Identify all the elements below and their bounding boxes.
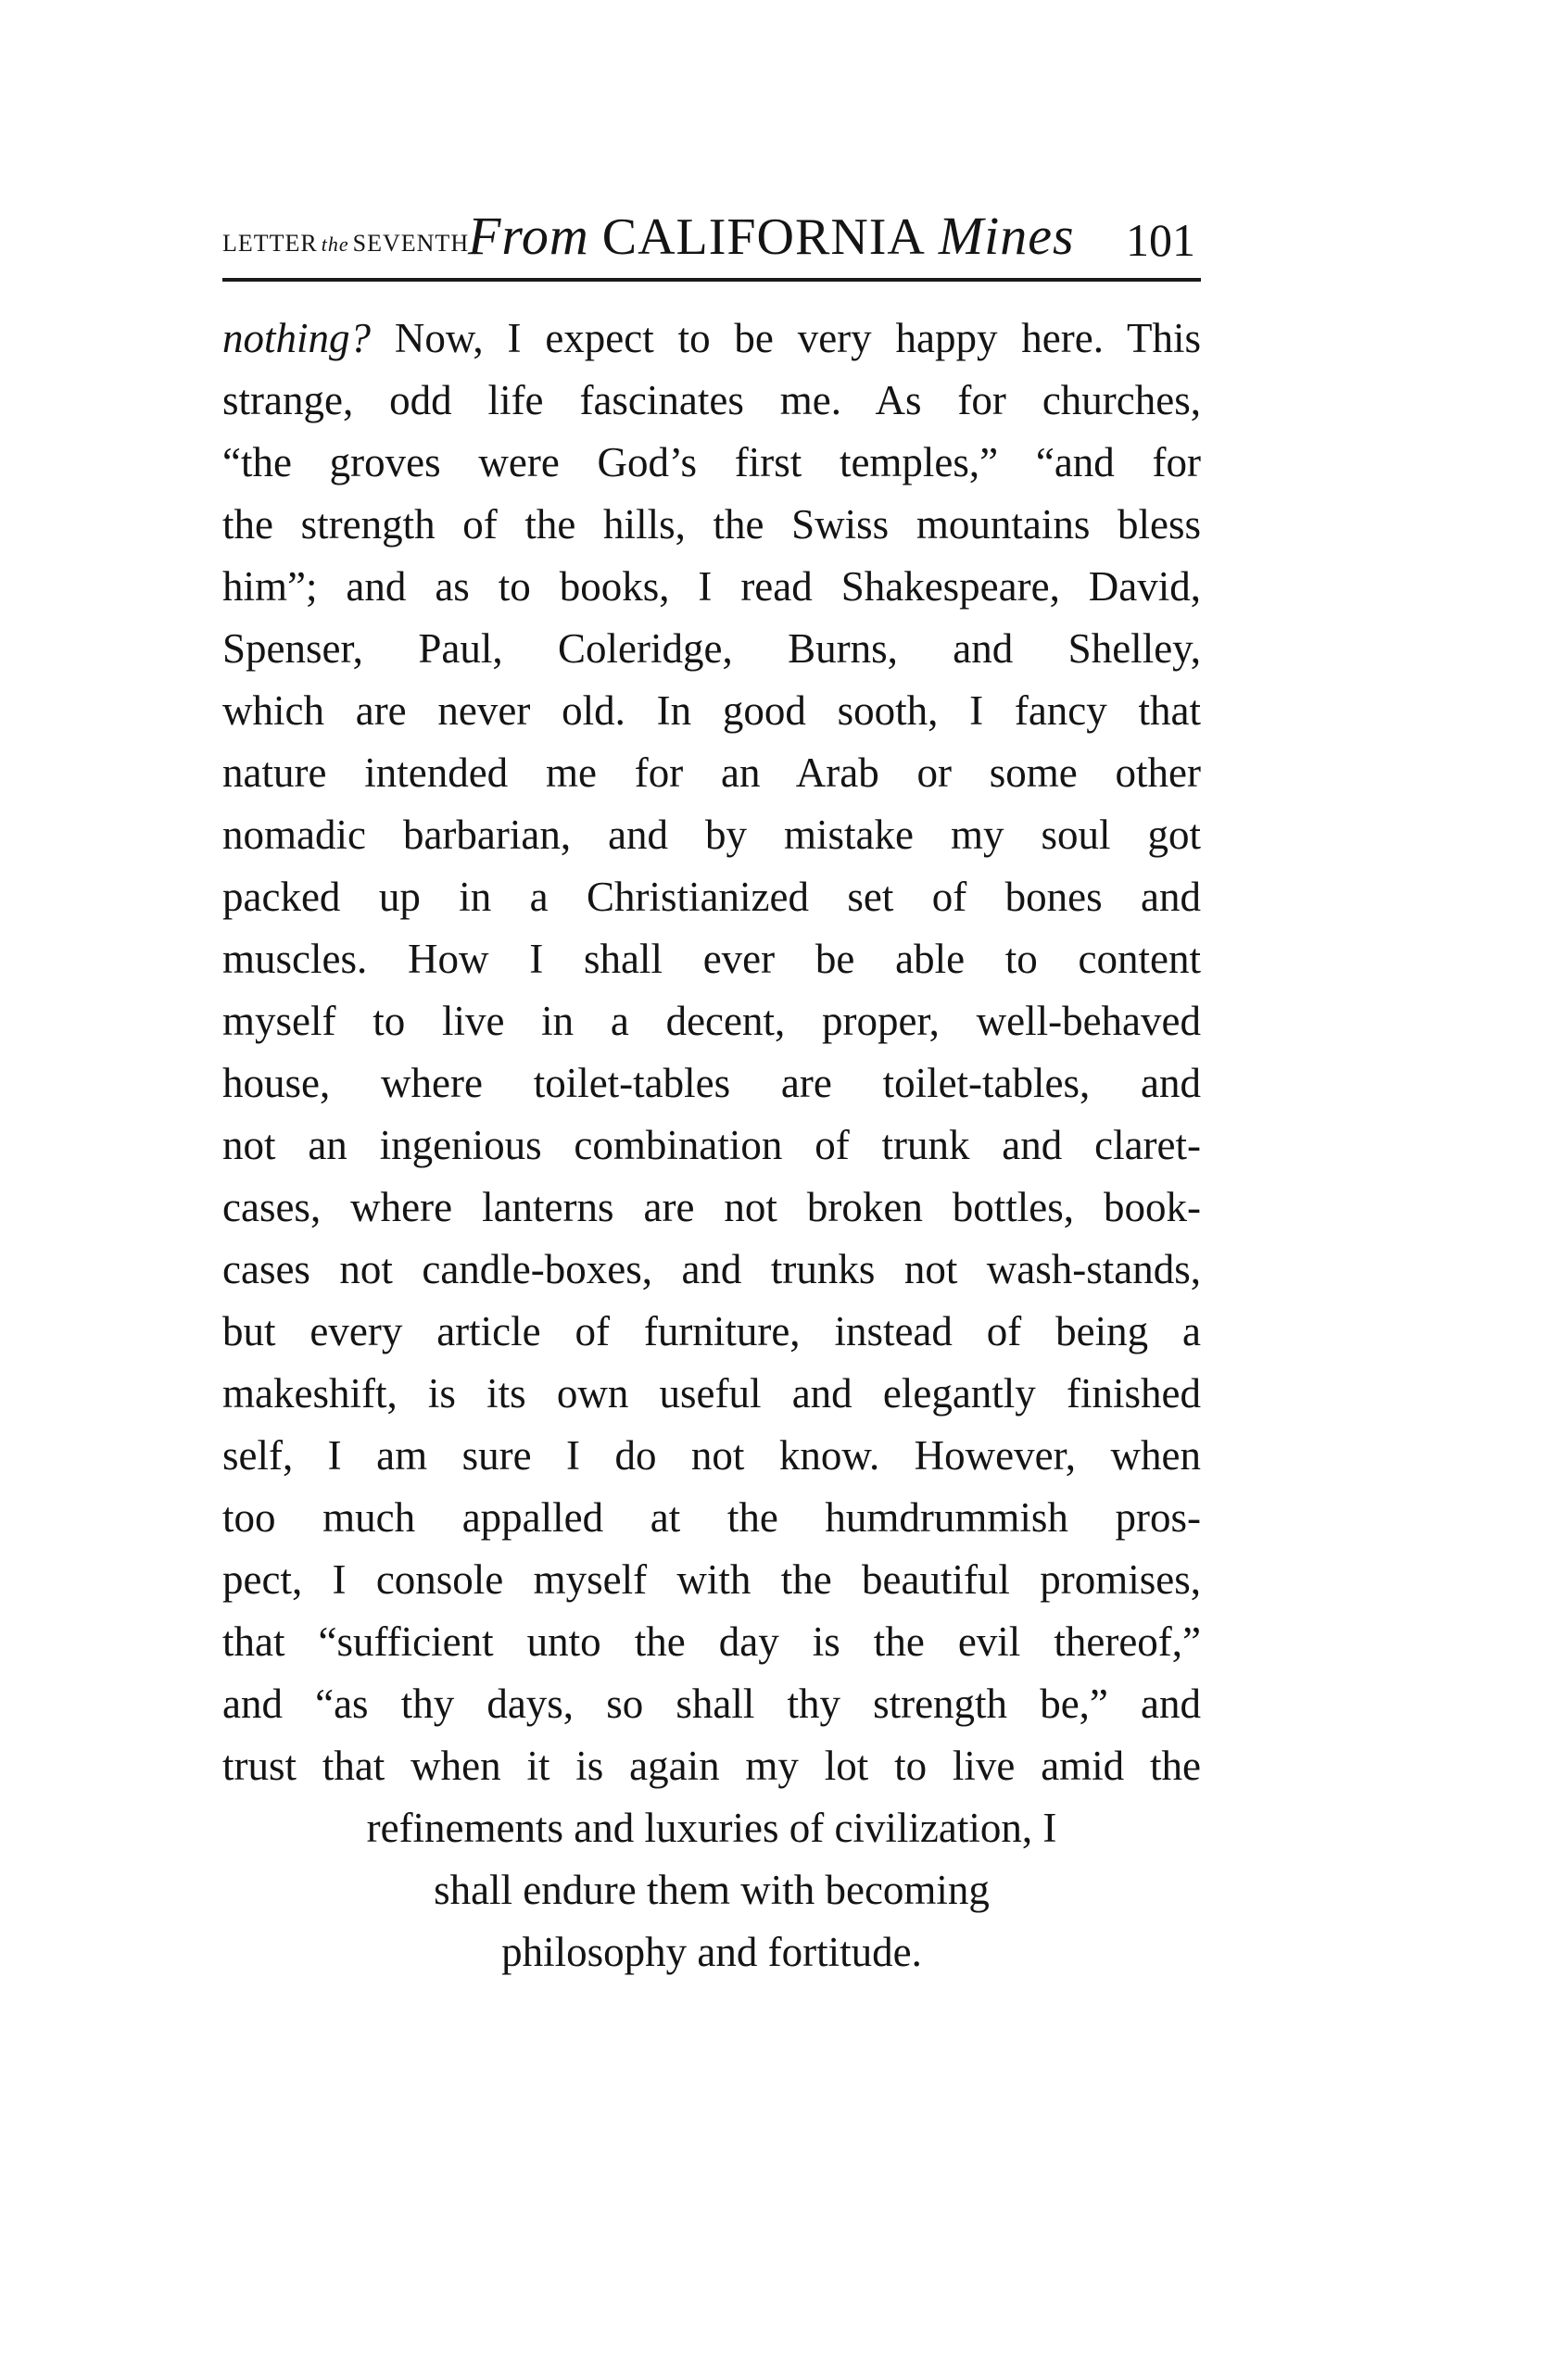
title-mines: Mines — [938, 206, 1075, 266]
text-line: too much appalled at the humdrummish pros- — [222, 1494, 1201, 1541]
text-line: myself to live in a decent, proper, well-behaved — [222, 998, 1201, 1044]
text-line: that “sufficient unto the day is the evil thereof,” — [222, 1618, 1201, 1665]
italic-word: nothing? — [222, 315, 372, 361]
page-number: 101 — [1126, 214, 1195, 266]
the-word: the — [321, 233, 349, 256]
line-text: Now, I expect to be very happy here. This — [371, 315, 1201, 361]
text-line: packed up in a Christianized set of bones and — [222, 874, 1201, 920]
closing-line: shall endure them with becoming — [434, 1867, 990, 1913]
title-from: From — [468, 206, 589, 266]
closing-line: refinements and luxuries of civilization, I — [366, 1805, 1057, 1851]
text-line: him”; and as to books, I read Shakespeare, David, — [222, 563, 1201, 610]
text-line: makeshift, is its own useful and elegantly finished — [222, 1370, 1201, 1417]
text-line: self, I am sure I do not know. However, when — [222, 1432, 1201, 1479]
text-line: not an ingenious combination of trunk and claret- — [222, 1122, 1201, 1168]
text-line: but every article of furniture, instead of being a — [222, 1308, 1201, 1354]
text-line: and “as thy days, so shall thy strength be,” and — [222, 1681, 1201, 1727]
header-rule — [222, 278, 1201, 282]
text-line: strange, odd life fascinates me. As for churches, — [222, 377, 1201, 423]
letter-word: LETTER — [222, 230, 318, 257]
text-line: cases, where lanterns are not broken bottles, book- — [222, 1184, 1201, 1230]
text-line: pect, I console myself with the beautiful promises, — [222, 1556, 1201, 1603]
closing-line: philosophy and fortitude. — [501, 1929, 922, 1975]
body-text — [222, 308, 1201, 1983]
text-line: trust that when it is again my lot to live amid the — [222, 1743, 1201, 1789]
seventh-word: SEVENTH — [352, 230, 470, 257]
text-line: nature intended me for an Arab or some other — [222, 749, 1201, 796]
text-line: the strength of the hills, the Swiss mountains bless — [222, 501, 1201, 548]
text-line — [222, 308, 1201, 370]
title-california: CALIFORNIA — [601, 208, 926, 266]
text-line: muscles. How I shall ever be able to content — [222, 936, 1201, 982]
text-line: cases not candle-boxes, and trunks not wash-stands, — [222, 1246, 1201, 1292]
text-line: “the groves were God’s first temples,” “and for — [222, 439, 1201, 485]
running-head — [222, 196, 1201, 280]
text-line: nomadic barbarian, and by mistake my soul got — [222, 812, 1201, 858]
text-line: Spenser, Paul, Coleridge, Burns, and Shelley, — [222, 625, 1201, 672]
running-head-letter-label — [222, 230, 469, 258]
running-head-title — [468, 205, 1075, 267]
text-line: which are never old. In good sooth, I fancy that — [222, 687, 1201, 734]
text-line: house, where toilet-tables are toilet-tables, and — [222, 1060, 1201, 1106]
